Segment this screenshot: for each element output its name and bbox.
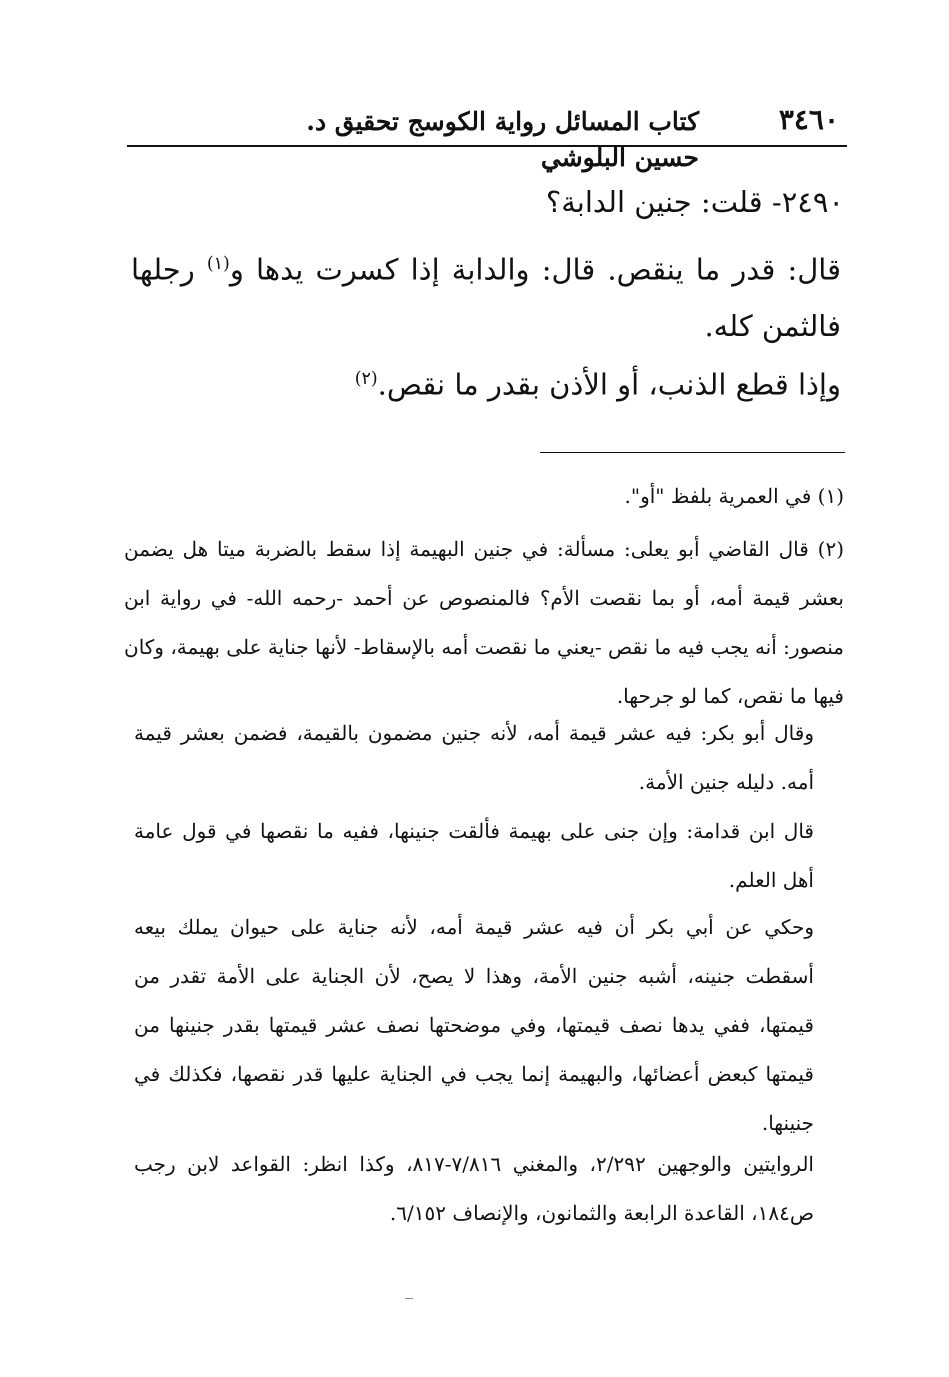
answer-text-part2: رجلها فالثمن كله.: [131, 252, 841, 343]
footnote-divider: [540, 452, 845, 453]
answer-text-line2: وإذا قطع الذنب، أو الأذن بقدر ما نقص.: [377, 367, 841, 402]
running-header-title: كتاب المسائل رواية الكوسج تحقيق د. حسين البلوشي: [306, 107, 699, 172]
question-number: ٢٤٩٠-: [771, 185, 844, 219]
footnote-2-paragraph-hikaya: وحكي عن أبي بكر أن فيه عشر قيمة أمه، لأنه جناية على حيوان يملك بيعه أسقطت جنينه، أشبه جنين الأمة، وهذا لا يصح، لأن الجناية على الأمة تقدر من قيمتها، ففي يدها نصف قيمتها، وفي موضحتها نصف عشر قيمتها بقدر جنينها من قيمتها كبعض أعضائها، والبهيمة إنما يجب في الجناية عليها قدر نقصها، فكذلك في جنينها.: [134, 915, 814, 1135]
question-line: [124, 182, 844, 222]
answer-paragraph: [131, 236, 841, 354]
question-text: قلت: جنين الدابة؟: [545, 185, 763, 219]
footnote-2: (٢) قال القاضي أبو يعلى: مسألة: في جنين البهيمة إذا سقط بالضربة ميتا هل يضمن بعشر قيمة أمه، أو بما نقصت الأم؟ فالمنصوص عن أحمد -رحمه الله- في رواية ابن منصور: أنه يجب فيه ما نقص -يعني ما نقصت أمه بالإسقاط- لأنها جناية على بهيمة، وكان فيها ما نقص، كما لو جرحها.: [124, 537, 844, 708]
page-number: ٣٤٦٠: [778, 103, 839, 136]
footnote-ref-2: (٢): [354, 369, 378, 389]
answer-second-line: [131, 356, 841, 408]
scan-speck: [405, 1298, 413, 1299]
header-divider: [127, 145, 847, 147]
footnote-2-paragraph-abu-bakr: وقال أبو بكر: فيه عشر قيمة أمه، لأنه جنين مضمون بالقيمة، فضمن بعشر قيمة أمه. دليله جنين الأمة.: [134, 721, 814, 794]
footnote-2-paragraph-ibn-qudama: قال ابن قدامة: وإن جنى على بهيمة فألقت جنينها، ففيه ما نقصها في قول عامة أهل العلم.: [134, 819, 814, 892]
footnote-ref-1: (١): [206, 254, 230, 274]
answer-text-part1: قال: قدر ما ينقص. قال: والدابة إذا كسرت يدها و: [229, 252, 841, 287]
footnote-1: (١) في العمرية بلفظ "أو".: [624, 484, 844, 508]
footnote-2-references: الروايتين والوجهين ٢/٢٩٢، والمغني ٧/٨١٦-٨١٧، وكذا انظر: القواعد لابن رجب ص١٨٤، القاعدة الرابعة والثمانون، والإنصاف ٦/١٥٢.: [134, 1152, 814, 1225]
